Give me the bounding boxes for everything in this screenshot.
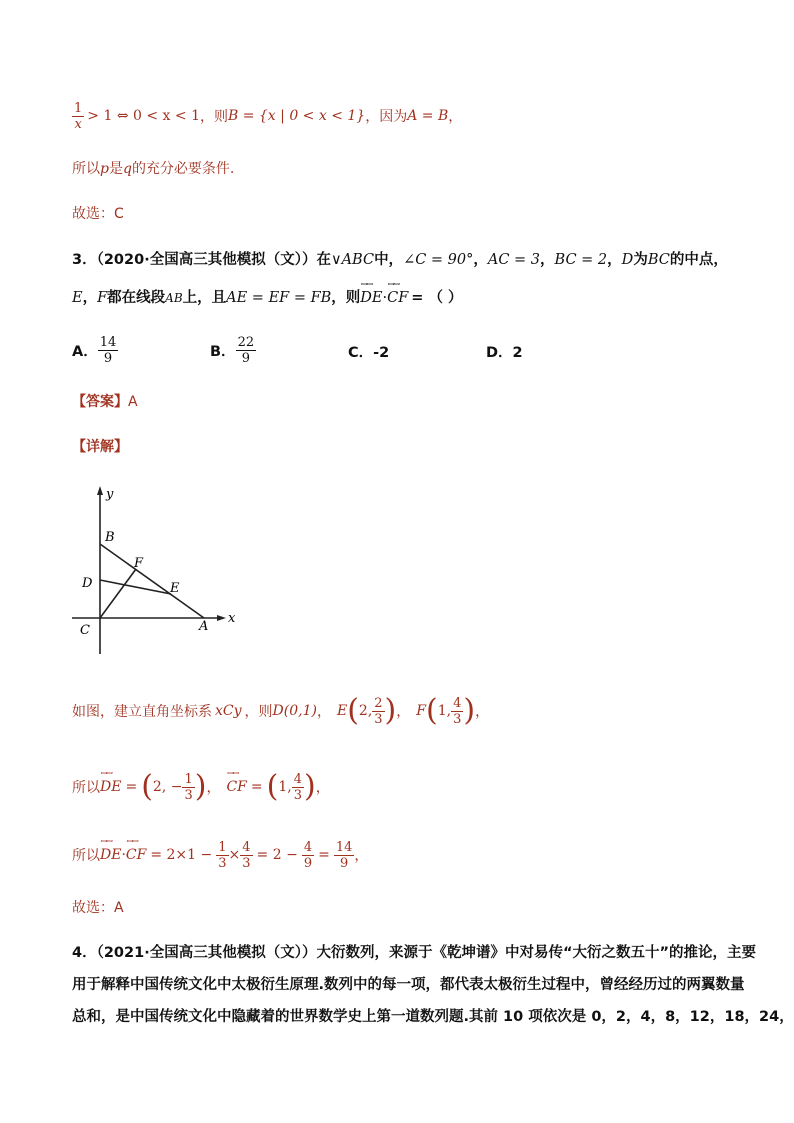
inequality: > 1 ⇔ 0 < x < 1 (87, 108, 200, 124)
label-f: F (134, 556, 144, 571)
vector-cf: ꟷꟷ CF (126, 847, 146, 863)
question3-line1: 3．（2020·全国高三其他模拟（文））在∨ABC中，∠C = 90°，AC = 3，BC = 2，D为BC的中点， (72, 252, 728, 268)
solution-prev-answer: 故选：C (72, 206, 124, 222)
question4-line3: 总和，是中国传统文化中隐藏着的世界数学史上第一道数列题.其前 10 项依次是 0，2，4，8，12，18，24， (72, 1009, 794, 1025)
option-b: B． $\frac{22}{9}$ (210, 334, 255, 366)
answer-line: 【答案】A (72, 394, 138, 410)
label-e: E (170, 581, 180, 596)
option-d: D．2 (486, 345, 523, 361)
solution3-line3: 所以 ꟷꟷ DE · ꟷꟷ CF = 2×1 − $\frac{1}{3}$ × $\frac{4}{3}$ = 2 − $\frac{4}{9}$ = $\frac{14}{9}$ ， (72, 830, 368, 880)
coordinate-diagram (70, 482, 250, 662)
segment-cf (100, 569, 136, 618)
vector-de: ꟷꟷ DE (100, 847, 121, 863)
question4-line1: 4．（2021·全国高三其他模拟（文））大衍数列，来源于《乾坤谱》中对易传“大衍之数五十”的推论，主要 (72, 945, 757, 961)
label-d: D (82, 576, 93, 591)
solution3-line1: 如图，建立直角坐标系 xCy ，则 D(0,1) ， E ( 2, $\frac{2}{3}$ ) ， F ( 1, $\frac{4}{3}$ ) ， (72, 693, 490, 728)
solution-prev-line2: 所以p是q的充分必要条件. (72, 161, 235, 177)
y-axis-arrow (97, 486, 103, 495)
set-b: B = {x | 0 < x < 1} (227, 108, 366, 124)
label-b: B (105, 530, 115, 545)
vector-de: ꟷꟷ DE (360, 290, 382, 306)
vector-de: ꟷꟷ DE (100, 779, 121, 795)
detail-tag: 【详解】 (72, 439, 128, 455)
solution3-answer: 故选：A (72, 900, 124, 916)
solution-prev-line1: $\frac{1}{x}$ > 1 ⇔ 0 < x < 1 ，则 B = {x | 0 < x < 1} ，因为 A = B ， (74, 100, 463, 132)
label-a: A (199, 619, 209, 634)
x-axis-arrow (217, 615, 226, 621)
vector-cf: ꟷꟷ CF (387, 290, 408, 306)
option-c: C．-2 (348, 345, 390, 361)
label-y: y (106, 487, 114, 502)
question4-line2: 用于解释中国传统文化中太极衍生原理.数列中的每一项，都代表太极衍生过程中，曾经经历过的两翼数量 (72, 977, 745, 993)
label-c: C (80, 623, 90, 638)
segment-ab (100, 544, 204, 618)
option-a: A． $\frac{14}{9}$ (72, 334, 117, 366)
question3-line2: E，F都在线段AB上，且AE = EF = FB，则ꟷꟷ DE·ꟷꟷ CF = （ ） (72, 286, 463, 307)
label-x: x (228, 611, 236, 626)
fraction-1-over-x: $\frac{1}{x}$ (74, 100, 83, 132)
vector-cf: ꟷꟷ CF (226, 779, 246, 795)
solution3-line2: 所以 ꟷꟷ DE = ( 2, − $\frac{1}{3}$ ) ， ꟷꟷ CF = ( 1, $\frac{4}{3}$ ) ， (72, 762, 330, 812)
a-equals-b: A = B (407, 108, 449, 124)
